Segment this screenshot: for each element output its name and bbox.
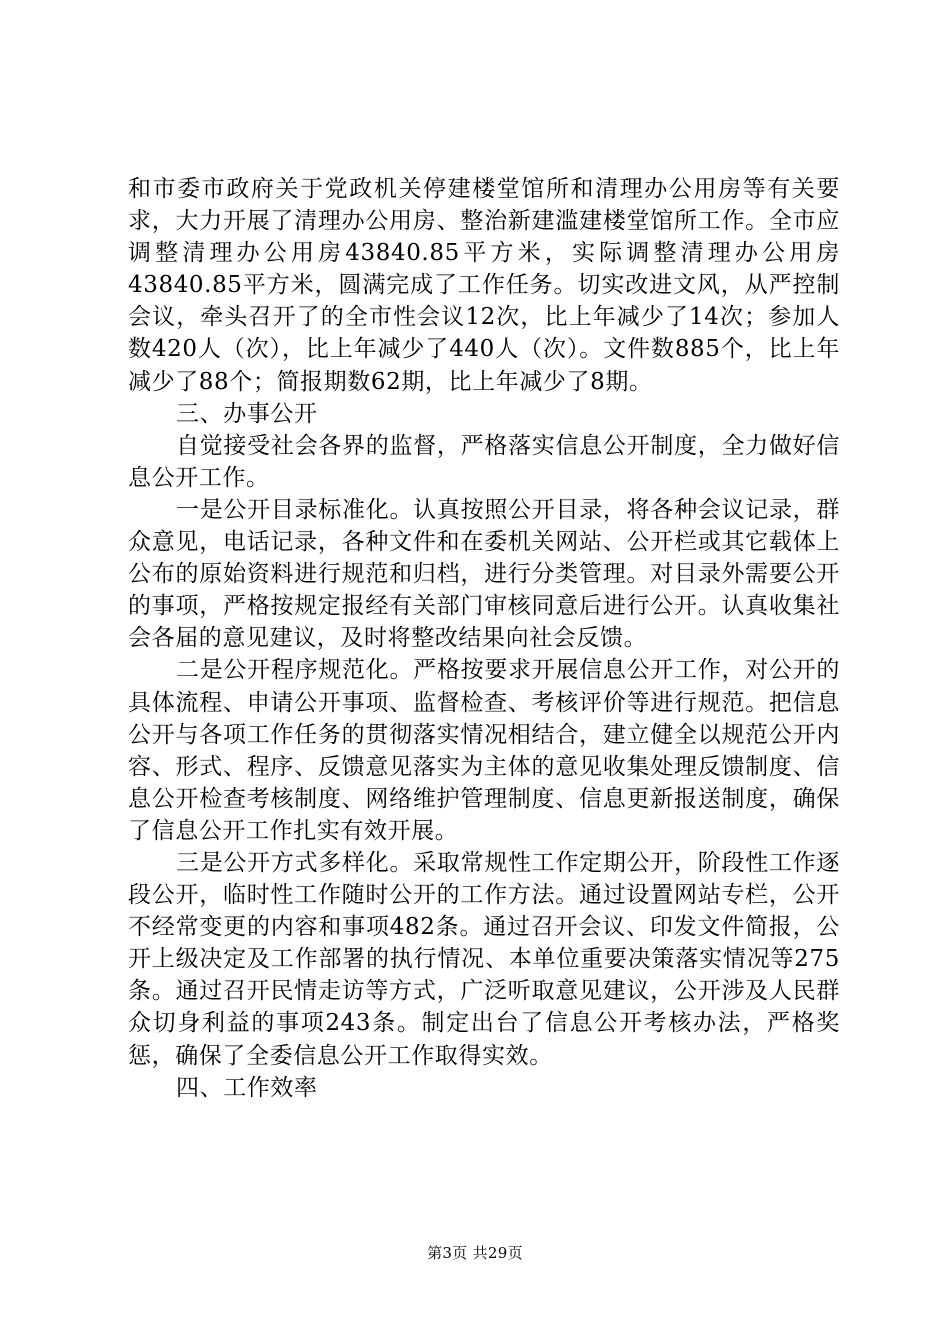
paragraph-item-2: 二是公开程序规范化。严格按要求开展信息公开工作，对公开的具体流程、申请公开事项、监督检查、考核评价等进行规范。把信息公开与各项工作任务的贯彻落实情况相结合，建立健全以规范公开内容、形式、程序、反馈意见落实为主体的意见收集处理反馈制度、信息公开检查考核制度、网络维护管理制度、信息更新报送制度，确保了信息公开工作扎实有效开展。 <box>128 657 840 844</box>
paragraph-intro: 自觉接受社会各界的监督，严格落实信息公开制度，全力做好信息公开工作。 <box>128 432 840 491</box>
page-footer <box>0 1243 950 1263</box>
page-number-label: 第3页 共29页 <box>427 1244 523 1262</box>
section-heading-4: 四、工作效率 <box>176 1074 318 1101</box>
paragraph-item-3: 三是公开方式多样化。采取常规性工作定期公开，阶段性工作逐段公开，临时性工作随时公开的工作方法。通过设置网站专栏，公开不经常变更的内容和事项482条。通过召开会议、印发文件简报，公开上级决定及工作部署的执行情况、本单位重要决策落实情况等275条。通过召开民情走访等方式，广泛听取意见建议，公开涉及人民群众切身利益的事项243条。制定出台了信息公开考核办法，严格奖惩，确保了全委信息公开工作取得实效。 <box>128 849 840 1069</box>
paragraph-continuation: 和市委市政府关于党政机关停建楼堂馆所和清理办公用房等有关要求，大力开展了清理办公用房、整治新建滥建楼堂馆所工作。全市应调整清理办公用房43840.85平方米，实际调整清理办公用房43840.85平方米，圆满完成了工作任务。切实改进文风，从严控制会议，牵头召开了的全市性会议12次，比上年减少了14次；参加人数420人（次），比上年减少了440人（次）。文件数885个，比上年减少了88个；简报期数62期，比上年减少了8期。 <box>128 176 840 395</box>
document-body <box>128 173 840 1104</box>
paragraph-item-1: 一是公开目录标准化。认真按照公开目录，将各种会议记录，群众意见，电话记录，各种文件和在委机关网站、公开栏或其它载体上公布的原始资料进行规范和归档，进行分类管理。对目录外需要公开的事项，严格按规定报经有关部门审核同意后进行公开。认真收集社会各届的意见建议，及时将整改结果向社会反馈。 <box>128 496 840 652</box>
section-heading-3: 三、办事公开 <box>176 400 318 427</box>
